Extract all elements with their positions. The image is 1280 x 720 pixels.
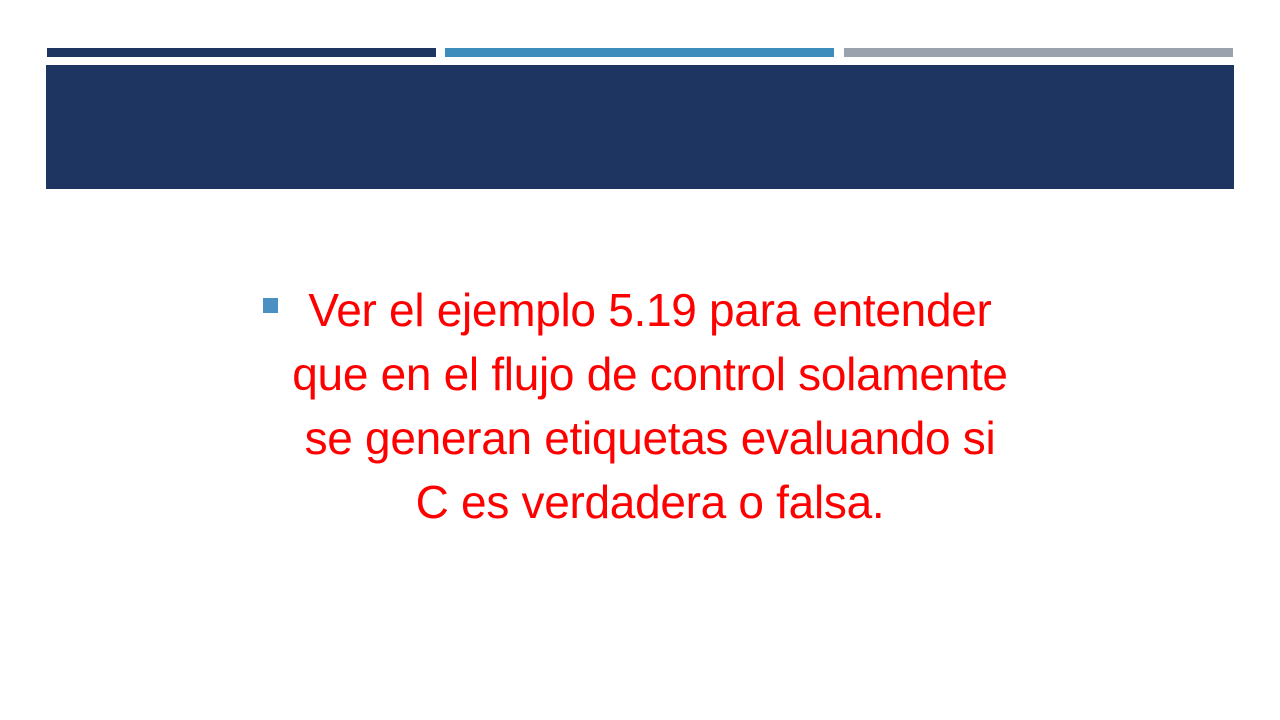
square-bullet-icon: [263, 298, 278, 313]
accent-stripe-blue: [445, 48, 834, 57]
title-bar: [46, 65, 1234, 189]
accent-stripe-gray: [844, 48, 1233, 57]
bullet-text: Ver el ejemplo 5.19 para entender que en el flujo de control solamente se generan etiquetas evaluando si C es verdadera o falsa.: [292, 284, 1008, 528]
content-area: [250, 278, 1030, 608]
accent-stripe-navy: [47, 48, 436, 57]
bullet-item: [250, 278, 1030, 534]
